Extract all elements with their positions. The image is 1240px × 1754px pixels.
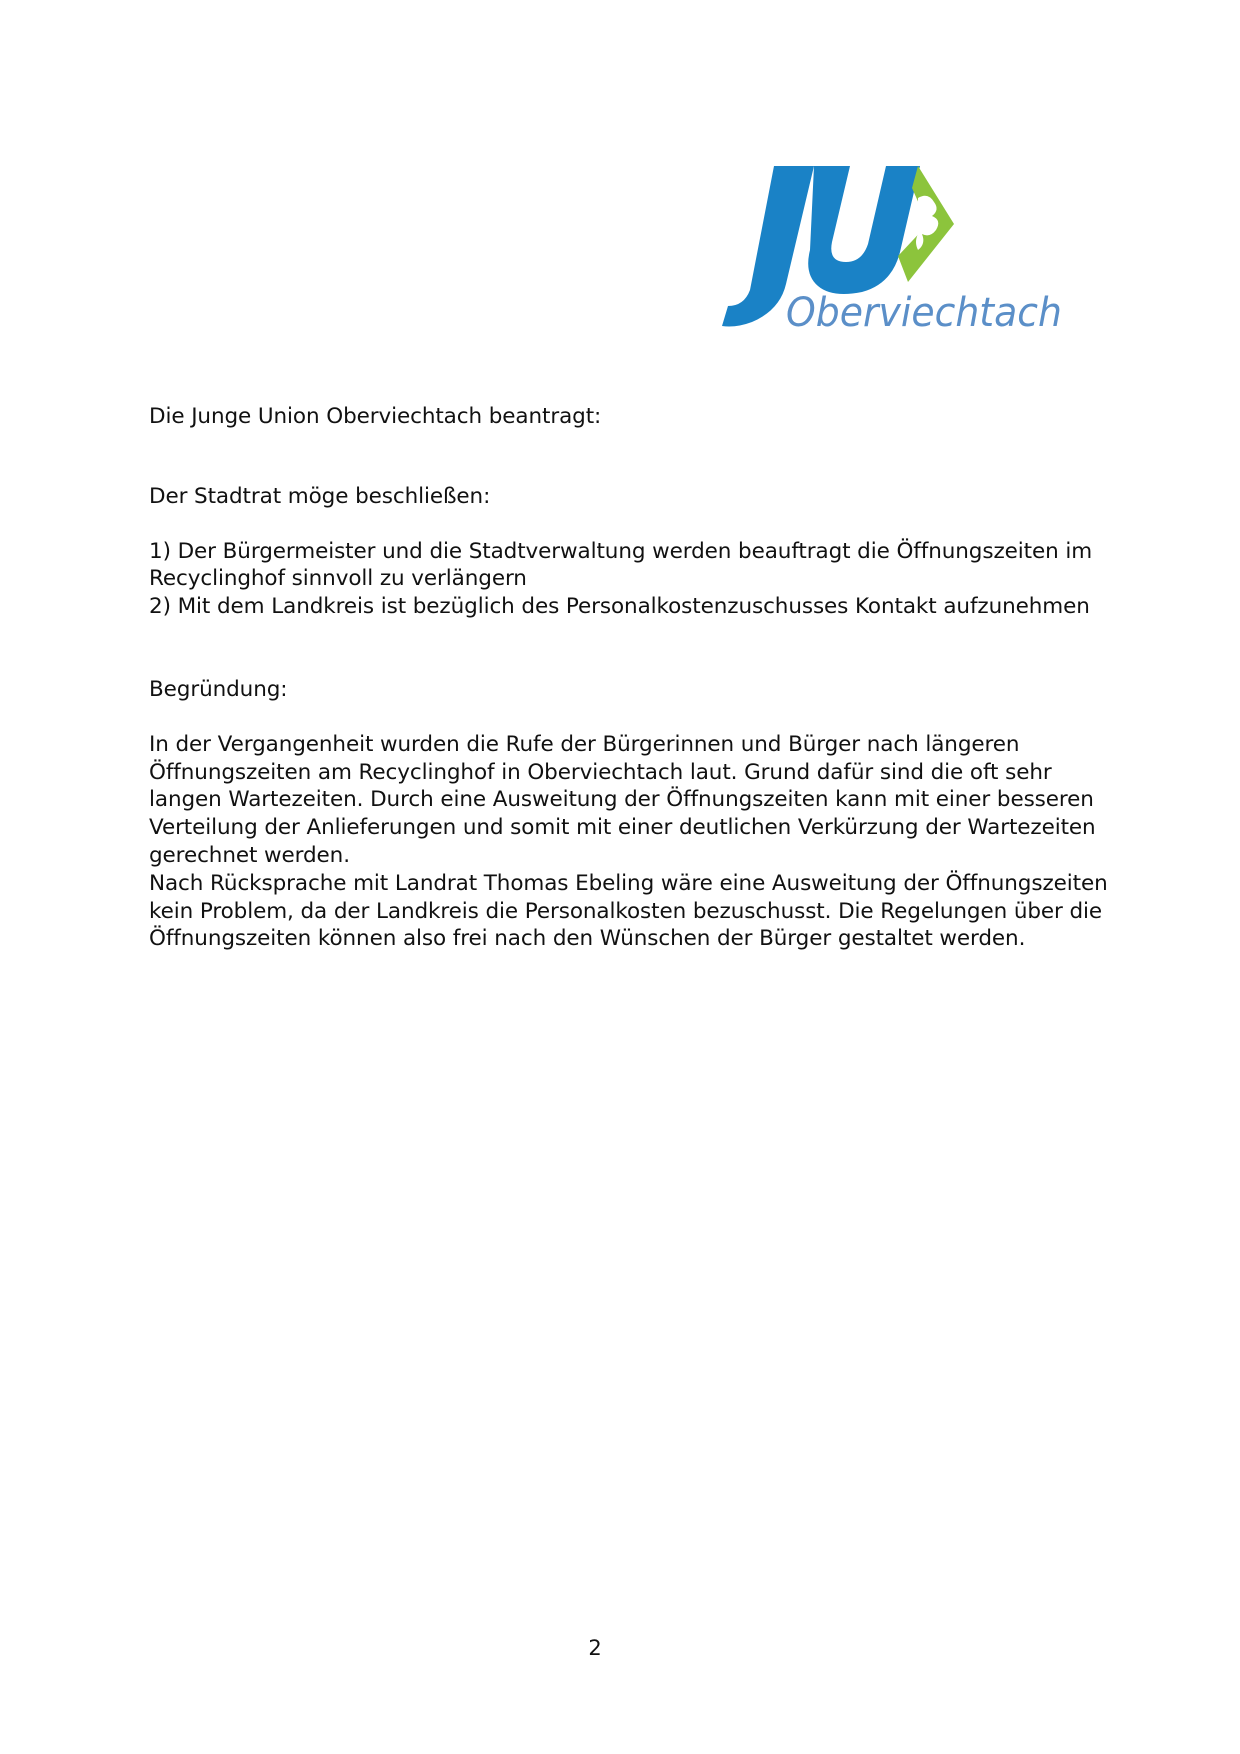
reason-body xyxy=(149,731,1108,953)
reason-paragraph xyxy=(149,731,1096,870)
reason-paragraph xyxy=(149,870,1108,953)
reason-heading: Begründung: xyxy=(149,676,288,702)
resolution-item xyxy=(149,593,1090,621)
resolution-heading: Der Stadtrat möge beschließen: xyxy=(149,483,491,509)
ju-logo-graphic xyxy=(722,160,1062,335)
reason-line: langen Wartezeiten. Durch eine Ausweitung der Öffnungszeiten kann mit einer besseren xyxy=(149,787,1094,813)
reason-line: Nach Rücksprache mit Landrat Thomas Ebeling wäre eine Ausweitung der Öffnungszeiten xyxy=(149,870,1108,896)
resolution-item-line: 1) Der Bürgermeister und die Stadtverwaltung werden beauftragt die Öffnungszeiten im xyxy=(149,538,1093,564)
page-number: 2 xyxy=(588,1636,602,1660)
resolution-item xyxy=(149,538,1093,594)
document-body xyxy=(149,403,1108,953)
resolution-item-line: 2) Mit dem Landkreis ist bezüglich des Personalkostenzuschusses Kontakt aufzunehmen xyxy=(149,594,1090,620)
logo-u-letter xyxy=(808,166,920,294)
resolution-items xyxy=(149,538,1093,621)
ju-oberviechtach-logo xyxy=(722,160,1062,335)
resolution-item-line: Recyclinghof sinnvoll zu verlängern xyxy=(149,566,527,592)
reason-line: Verteilung der Anlieferungen und somit mit einer deutlichen Verkürzung der Wartezeiten xyxy=(149,815,1096,841)
intro-text: Die Junge Union Oberviechtach beantragt: xyxy=(149,404,602,429)
reason-line: kein Problem, da der Landkreis die Personalkosten bezuschusst. Die Regelungen über die xyxy=(149,898,1103,924)
reason-line: gerechnet werden. xyxy=(149,842,350,868)
reason-line: In der Vergangenheit wurden die Rufe der Bürgerinnen und Bürger nach längeren xyxy=(149,731,1020,757)
reason-line: Öffnungszeiten am Recyclinghof in Oberviechtach laut. Grund dafür sind die oft sehr xyxy=(149,759,1052,785)
reason-line: Öffnungszeiten können also frei nach den Wünschen der Bürger gestaltet werden. xyxy=(149,926,1026,952)
logo-subtitle: Oberviechtach xyxy=(786,290,1062,335)
